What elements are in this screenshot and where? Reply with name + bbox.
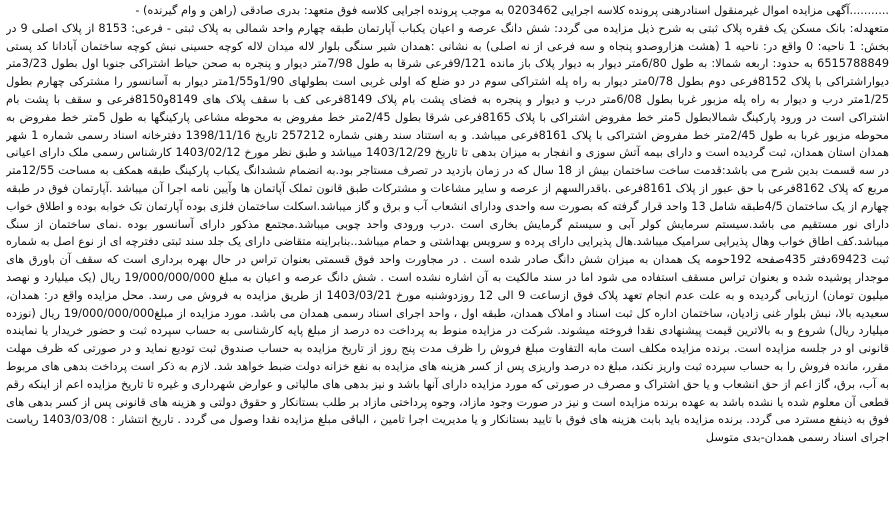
notice-body-text: متعهدله: بانک مسکن یک فقره پلاک ثبتی به شرح ذیل مزایده می گردد: شش دانگ عرصه و اعیان یکباب آپارتمان طبقه چهارم واحد شمالی به پلاک ثبتی - فرعی: 8153 از پلاک اصلی 9 در بخش: 1 ناحیه: 0 واقع در: ناحیه 1 (هشت هزاروصدو پنجاه و سه فرعی از نه اصلی) به نشانی :همدان شیر سنگی بلوار لاله میدان لاله کوچه حسینی نبش کوچه ساختمان آبادانا کد پستی 6515788849 به حدود: اربعه شمالا: به طول 6/80متر دیوار به دیوار پلاک باز مانده 9/121فرعی شرقا به طول 7/98متر دیوار و پنجره به صحن حیاط اشتراکی جنوبا اول بطول 3/23متر دیواراشتراکی با پلاک 8152فرعی دوم بطول 0/78متر دیوار به راه پله اشتراکی سوم در دو ضلع که اولی غربی است بطولهای 1/90و1/55متر دیوار به آسانسور را مشترکی چهارم بطول 1/25متر درب و دیوار به راه پله مزبور غربا بطول 6/08متر درب و دیوار و پنجره به فضای پشت بام پلاک 8149فرعی کف با سقف پلاک های 8149و8150فرعی و سقف با پشت بام اشتراکی است در ورود پارکینگ شمالابطول 5متر خط مفروض اشتراکی با پلاک 8165فرعی شرقا بطول 2/45متر خط مفروض به محوطه مشاعی پارکینگها به طول 5متر خط مفروض به محوطه مزبور غربا به طول 2/45متر خط مفروض اشتراکی با پلاک 8161فرعی میباشد. و به استناد سند رهنی شماره 257212 تاریخ 1398/11/16 دفترخانه اسناد رسمی شماره 1 شهر همدان استان همدان، ثبت گردیده است و دارای بیمه آتش سوزی و انفجار به میزان بدهی تا تاریخ 1403/12/29 میباشد و طبق نظر مورخ 1403/02/12 کارشناس رسمی ملک دارای اعیانی در سه قسمت بدین شرح می باشد:قدمت ساخت ساختمان بیش از 18 سال که در زمان بازدید در تصرف مستاجر بود.به انضمام ششدانگ یکباب پارکینگ طبقه همکف به مساحت 12/55متر مربع که پلاک 8162فرعی با حق عبور از پلاک 8161فرعی .باقدرالسهم از عرصه و سایر مشاعات و مشترکات طبق قانون تملک آپاتمان ها وآیین نامه اجرا آن میباشد .آپارتمان فوق در طبقه چهارم از یک ساختمان 4/5طبقه شامل 13 واحد قرار گرفته که بصورت سه واحدی ودارای انشعاب آب و برق و گاز میباشد.اسکلت ساختمان فلزی بوده آپارتمان تک خوابه بوده و اطلاق خواب دارای نور مستقیم می باشد.سیستم سرمایش کولر آبی و سیستم گرمایش بخاری است .درب ورودی واحد چوبی میباشد.مجتمع مذکور دارای آسانسور بوده .نمای ساختمان از سنگ میباشد.کف اطاق خواب وهال پذیرایی سرامیک میباشد.هال پذیرایی دارای پرده و سرویس بهداشتی و حمام میباشد..بنابراینه متقاضی دارای یک جلد سند ثبتی دفترچه ای از نوع اصل به شماره ثبت 69423دفتر 435صفحه 192حومه یک همدان به میزان شش دانگ صادر شده است . در مجاورت واحد فوق قسمتی بعنوان تراس در حال بهره برداری است که سقف آن باورق های موجدار پوشیده شده و بعنوان تراس مسقف استفاده می شود اما در سند مالکیت به آن اشاره نشده است . شش دانگ عرصه و اعیان به مبلغ 19/000/000/000 ریال (یک میلیارد و نهصد میلیون تومان) ارزیابی گردیده و به علت عدم انجام تعهد پلاک فوق ازساعت 9 الی 12 روزدوشنبه مورخ 1403/03/21 از طریق مزایده به فروش می رسد. محل مزایده واقع در: همدان، سعیدیه بالا، نبش بلوار غنی زادیان، ساختمان اداره کل ثبت اسناد و املاک همدان، طبقه اول ، واحد اجرای اسناد رسمی همدان می باشد. مورد مزایده از مبلغ19/000/000/000 ریال (نوزده میلیارد ریال) شروع و به بالاترین قیمت پیشنهادی نقدا فروخته میشوند. شرکت در مزایده منوط به پرداخت ده درصد از مبلغ پایه کارشناسی به حساب سپرده ثبت و حضور خریدار یا نماینده قانونی او در جلسه مزایده است. برنده مزایده مکلف است مابه التفاوت مبلغ فروش را ظرف مدت پنج روز از تاریخ مزایده به حساب صندوق ثبت تودیع نماید و در صورتی که ظرف مهلت مقرر، مانده فروش را به حساب سپرده ثبت واریز نکند، مبلغ ده درصد واریزی پس از کسر هزینه های مزایده به نفع خزانه دولت ضبط خواهد شد. لازم به ذکر است پرداخت بدهی های مربوط به آب، برق، گاز اعم از حق انشعاب و یا حق اشتراک و مصرف در صورتی که مورد مزایده دارای آنها باشد و نیز بدهی های مالیاتی و عوارض شهرداری و غیره تا تاریخ مزایده اعم از اینکه رقم قطعی آن معلوم شده یا نشده باشد به عهده برنده مزایده است و نیز در صورت وجود مازاد، وجوه پرداختی مازاد بر طلب بستانکار و حقوق دولتی و هزینه های قانونی پس از کسر بدهی های فوق به ذینفع مسترد می گردد. برنده مزایده باید بابت هزینه های فوق با تایید بستانکار و یا مدیریت اجرا تامین ، الباقی مبلغ مزایده نقدا وصول می گردد . تاریخ انتشار : 1403/03/08 ریاست اجرای اسناد رسمی همدان-بدی متوسل xyxy=(6,21,889,445)
notice-title-line: ...........آگهی مزایده اموال غیرمنقول اسنادرهنی پرونده کلاسه اجرایی 0203462 به موجب پرونده اجرایی کلاسه فوق متعهد: بدری صادقی (راهن و وام گیرنده) - xyxy=(135,4,889,17)
auction-notice-document xyxy=(6,2,889,509)
